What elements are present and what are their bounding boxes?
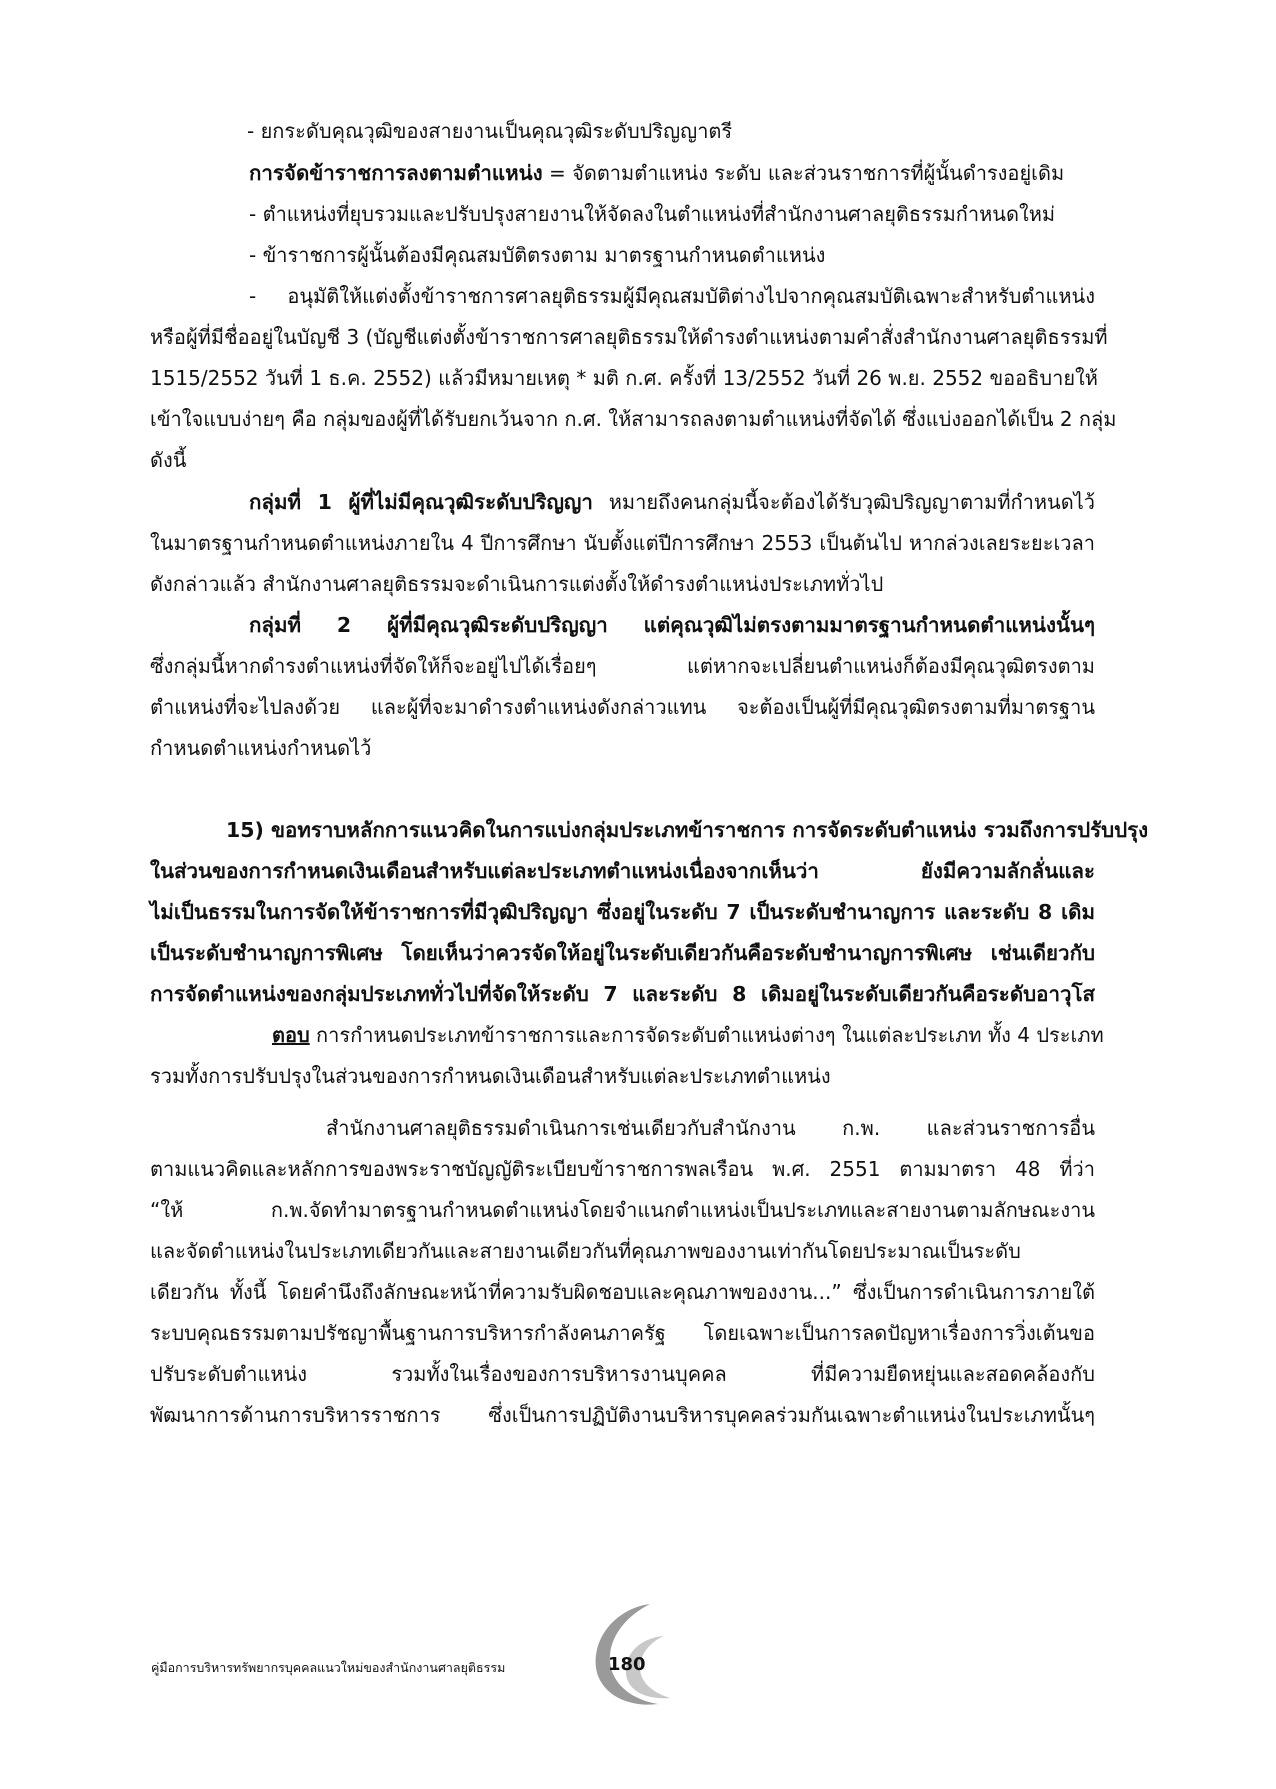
group-heading: กลุ่มที่ 2 ผู้ที่มีคุณวุฒิระดับปริญญา แต่คุณวุฒิไม่ตรงตามมาตรฐานกำหนดตำแหน่งนั้นๆ [249,613,1095,637]
bold-label: การจัดข้าราชการลงตามตำแหน่ง [249,161,543,185]
text-line: พัฒนาการด้านการบริหารราชการ ซึ่งเป็นการปฏิบัติงานบริหารบุคคลร่วมกันเฉพาะตำแหน่งในประเภทนั้นๆ [150,1403,1095,1427]
text-line: 1515/2552 วันที่ 1 ธ.ค. 2552) แล้วมีหมายเหตุ * มติ ก.ศ. ครั้งที่ 13/2552 วันที่ 26 พ.ย. 2552 ขออธิบายให้ [150,366,1098,390]
text-line: ดังนี้ [150,448,187,472]
text-line: ตามแนวคิดและหลักการของพระราชบัญญัติระเบียบข้าราชการพลเรือน พ.ศ. 2551 ตามมาตรา 48 ที่ว่า [150,1157,1095,1181]
text-line: เข้าใจแบบง่ายๆ คือ กลุ่มของผู้ที่ได้รับยกเว้นจาก ก.ศ. ให้สามารถลงตามตำแหน่งที่จัดได้ ซึ่งแบ่งออกได้เป็น 2 กลุ่ม [150,407,1117,431]
text-line: และจัดตำแหน่งในประเภทเดียวกันและสายงานเดียวกันที่คุณภาพของงานเท่ากันโดยประมาณเป็นระดับ [150,1239,1021,1263]
text-line: - อนุมัติให้แต่งตั้งข้าราชการศาลยุติธรรมผู้มีคุณสมบัติต่างไปจากคุณสมบัติเฉพาะสำหรับตำแหน่ง [249,284,1095,308]
text-line: ในมาตรฐานกำหนดตำแหน่งภายใน 4 ปีการศึกษา นับตั้งแต่ปีการศึกษา 2553 เป็นต้นไป หากล่วงเลยระยะเวลา [150,531,1095,555]
text-span: หมายถึงคนกลุ่มนี้จะต้องได้รับวุฒิปริญญาตามที่กำหนดไว้ [592,490,1096,514]
footer-title: คู่มือการบริหารทรัพยากรบุคคลแนวใหม่ของสำนักงานศาลยุติธรรม [151,1660,506,1675]
question-line: ในส่วนของการกำหนดเงินเดือนสำหรับแต่ละประเภทตำแหน่งเนื่องจากเห็นว่า ยังมีความลักลั่นและ [150,859,1095,883]
text-line: ดังกล่าวแล้ว สำนักงานศาลยุติธรรมจะดำเนินการแต่งตั้งให้ดำรงตำแหน่งประเภททั่วไป [150,572,884,596]
text-line: รวมทั้งการปรับปรุงในส่วนของการกำหนดเงินเดือนสำหรับแต่ละประเภทตำแหน่ง [150,1064,831,1088]
text-line: ซึ่งกลุ่มนี้หากดำรงตำแหน่งที่จัดให้ก็จะอยู่ไปได้เรื่อยๆ แต่หากจะเปลี่ยนตำแหน่งก็ต้องมีคุณวุฒิตรงตาม [150,654,1095,678]
text-line [249,158,1064,188]
question-line: ไม่เป็นธรรมในการจัดให้ข้าราชการที่มีวุฒิปริญญา ซึ่งอยู่ในระดับ 7 เป็นระดับชำนาญการ และระดับ 8 เดิม [150,900,1095,924]
text-line: - ข้าราชการผู้นั้นต้องมีคุณสมบัติตรงตาม มาตรฐานกำหนดตำแหน่ง [249,243,826,267]
answer-label: ตอบ [272,1023,310,1047]
text-line: สำนักงานศาลยุติธรรมดำเนินการเช่นเดียวกับสำนักงาน ก.พ. และส่วนราชการอื่น [326,1116,1095,1140]
text-line: - ยกระดับคุณวุฒิของสายงานเป็นคุณวุฒิระดับปริญญาตรี [247,119,733,143]
question-line: เป็นระดับชำนาญการพิเศษ โดยเห็นว่าควรจัดให้อยู่ในระดับเดียวกันคือระดับชำนาญการพิเศษ เช่นเดียวกับ [150,941,1095,965]
text-line: เดียวกัน ทั้งนี้ โดยคำนึงถึงลักษณะหน้าที่ความรับผิดชอบและคุณภาพของงาน...” ซึ่งเป็นการดำเนินการภายใต้ [150,1280,1095,1304]
question-line: 15) ขอทราบหลักการแนวคิดในการแบ่งกลุ่มประเภทข้าราชการ การจัดระดับตำแหน่ง รวมถึงการปรับปรุง [226,818,1149,842]
text-line: - ตำแหน่งที่ยุบรวมและปรับปรุงสายงานให้จัดลงในตำแหน่งที่สำนักงานศาลยุติธรรมกำหนดใหม่ [249,202,1056,226]
text-span: การกำหนดประเภทข้าราชการและการจัดระดับตำแหน่งต่างๆ ในแต่ละประเภท ทั้ง 4 ประเภท [309,1023,1104,1047]
question-line: การจัดตำแหน่งของกลุ่มประเภททั่วไปที่จัดให้ระดับ 7 และระดับ 8 เดิมอยู่ในระดับเดียวกันคือระดับอาวุโส [150,982,1095,1006]
text-line: หรือผู้ที่มีชื่ออยู่ในบัญชี 3 (บัญชีแต่งตั้งข้าราชการศาลยุติธรรมให้ดำรงตำแหน่งตามคำสั่งสำนักงานศาลยุติธรรมที่ [150,325,1108,349]
text-line [272,1020,1104,1050]
page-number: 180 [608,1654,646,1675]
group-heading: กลุ่มที่ 1 ผู้ที่ไม่มีคุณวุฒิระดับปริญญา [249,490,593,514]
text-line: ปรับระดับตำแหน่ง รวมทั้งในเรื่องของการบริหารงานบุคคล ที่มีความยืดหยุ่นและสอดคล้องกับ [150,1362,1095,1386]
text-line: “ให้ ก.พ.จัดทำมาตรฐานกำหนดตำแหน่งโดยจำแนกตำแหน่งเป็นประเภทและสายงานตามลักษณะงาน [150,1198,1095,1222]
text-line: กำหนดตำแหน่งกำหนดไว้ [150,736,372,760]
text-line [249,487,1095,517]
text-line: ตำแหน่งที่จะไปลงด้วย และผู้ที่จะมาดำรงตำแหน่งดังกล่าวแทน จะต้องเป็นผู้ที่มีคุณวุฒิตรงตามที่มาตรฐาน [150,695,1095,719]
text-line: ระบบคุณธรรมตามปรัชญาพื้นฐานการบริหารกำลังคนภาครัฐ โดยเฉพาะเป็นการลดปัญหาเรื่องการวิ่งเต้นขอ [150,1321,1095,1345]
text-span: = จัดตามตำแหน่ง ระดับ และส่วนราชการที่ผู้นั้นดำรงอยู่เดิม [542,161,1065,185]
